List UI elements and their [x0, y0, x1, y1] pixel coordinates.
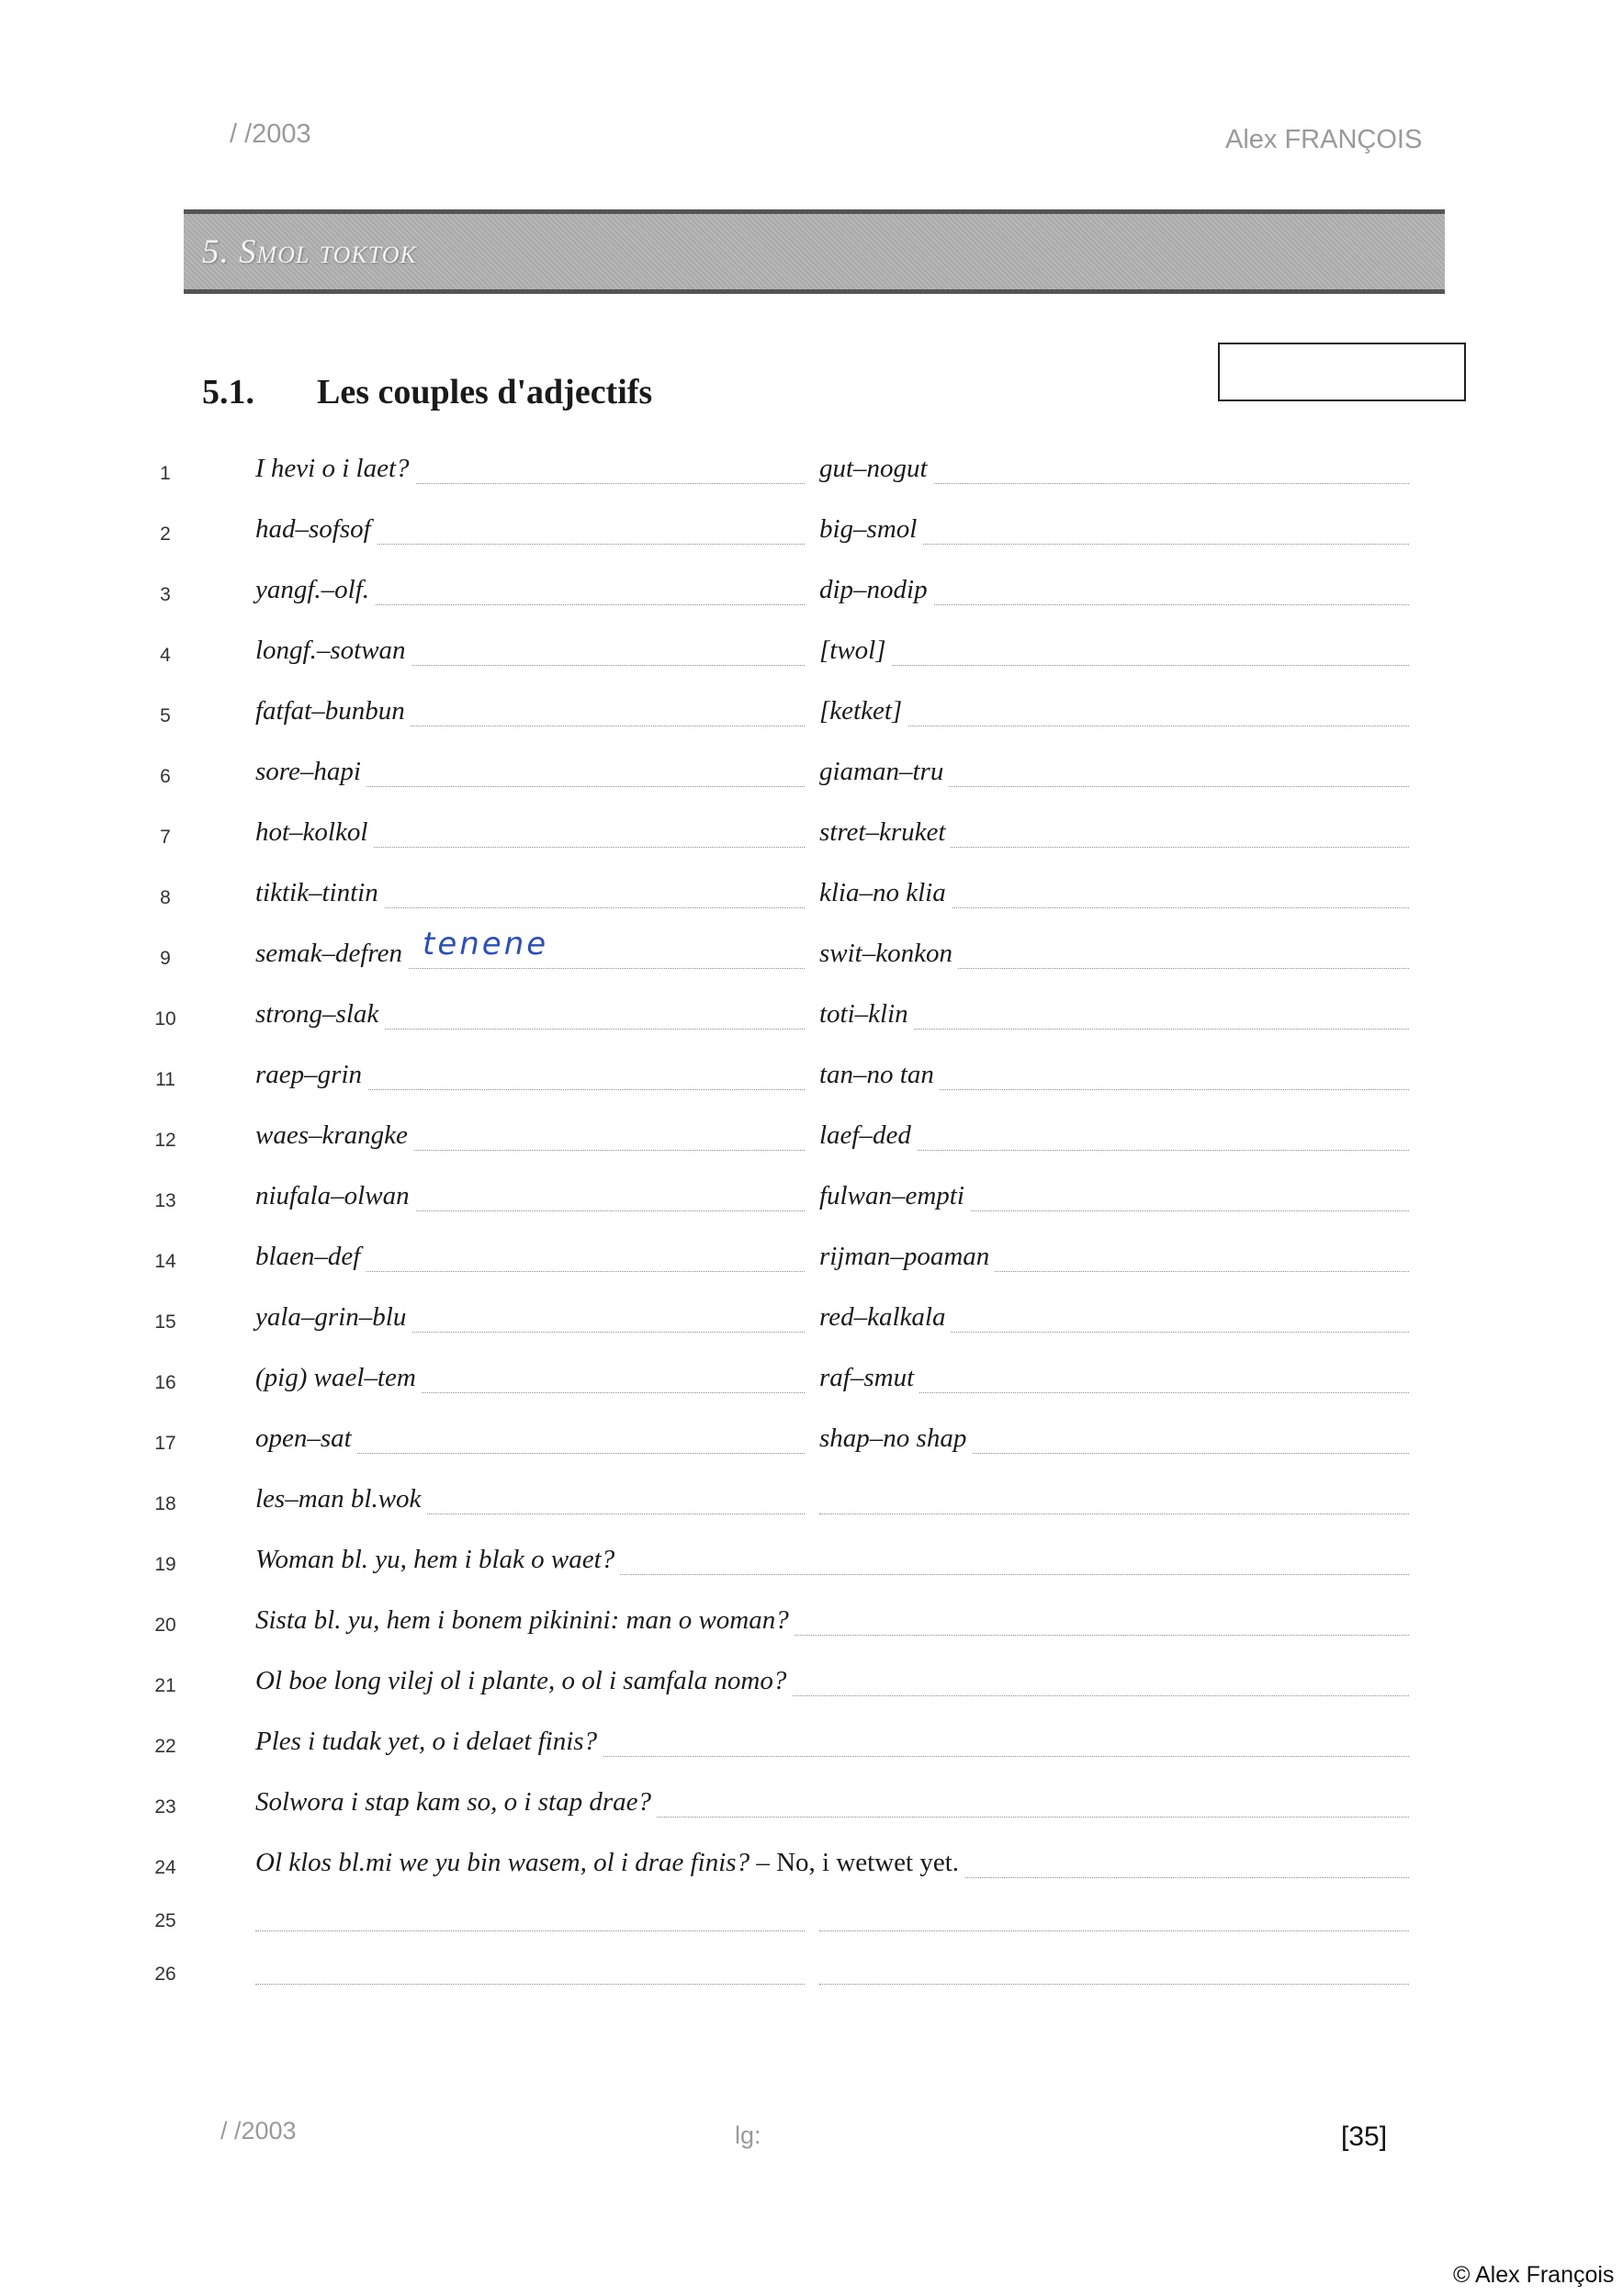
full-prompt: Ples i tudak yet, o i delaet finis?: [255, 1727, 603, 1757]
left-cell: [255, 1288, 805, 1348]
exercise-row: [0, 560, 1623, 621]
right-prompt: tan–no tan: [819, 1060, 940, 1090]
row-number: 3: [160, 584, 171, 605]
row-number: 8: [160, 887, 171, 908]
left-prompt: open–sat: [255, 1424, 357, 1454]
right-prompt: laef–ded: [819, 1120, 917, 1151]
left-cell: [255, 803, 805, 863]
exercise-row: [0, 1348, 1623, 1409]
exercise-row: [0, 1833, 1623, 1894]
right-prompt: dip–nodip: [819, 575, 933, 605]
exercise-row: [0, 1712, 1623, 1773]
full-cell: [255, 1651, 1409, 1712]
full-prompt: Ol klos bl.mi we yu bin wasem, ol i drae finis? – No, i wetwet yet.: [255, 1848, 964, 1878]
left-prompt: I hevi o i laet?: [255, 454, 415, 484]
left-prompt: longf.–sotwan: [255, 636, 411, 666]
left-cell: [255, 863, 805, 924]
footer-lg: lg:: [735, 2122, 761, 2149]
full-prompt: Solwora i stap kam so, o i stap drae?: [255, 1787, 657, 1818]
full-cell: [255, 1773, 1409, 1833]
answer-line[interactable]: [819, 665, 1409, 666]
blank-cell: [255, 1886, 805, 1947]
section-title: Les couples d'adjectifs: [317, 373, 653, 411]
row-number: 21: [154, 1675, 176, 1696]
right-prompt: [twol]: [819, 636, 892, 666]
exercise-row: [0, 500, 1623, 560]
right-prompt: big–smol: [819, 514, 922, 545]
exercise-row: [0, 1773, 1623, 1833]
exercise-row: [0, 863, 1623, 924]
left-cell: [255, 1227, 805, 1288]
chapter-title: 5. Smol toktok: [202, 233, 417, 271]
full-cell: [255, 1591, 1409, 1651]
right-cell: [819, 803, 1409, 863]
footer-date: / /2003: [220, 2117, 297, 2144]
section-number: 5.1.: [202, 373, 254, 411]
left-prompt: tiktik–tintin: [255, 878, 384, 908]
copyright: © Alex François: [1453, 2262, 1615, 2288]
exercise-row: [0, 1469, 1623, 1530]
exercise-row: [0, 681, 1623, 742]
exercise-row: [0, 803, 1623, 863]
left-prompt: had–sofsof: [255, 514, 377, 545]
right-cell: [819, 560, 1409, 621]
exercise-row: [0, 1045, 1623, 1106]
left-prompt: blaen–def: [255, 1242, 366, 1272]
right-cell: [819, 1227, 1409, 1288]
left-prompt: fatfat–bunbun: [255, 696, 411, 726]
row-number: 4: [160, 645, 171, 666]
row-number: 20: [154, 1615, 176, 1636]
row-number: 24: [154, 1857, 176, 1878]
exercise-row: [0, 985, 1623, 1045]
full-cell: [255, 1712, 1409, 1773]
left-prompt: sore–hapi: [255, 757, 366, 787]
left-cell: [255, 621, 805, 681]
right-cell: [819, 742, 1409, 803]
right-cell: [819, 1348, 1409, 1409]
row-number: 26: [154, 1964, 176, 1985]
left-prompt: raep–grin: [255, 1060, 367, 1090]
left-prompt: yangf.–olf.: [255, 575, 375, 605]
right-cell: [819, 863, 1409, 924]
right-cell: [819, 1409, 1409, 1469]
row-number: 22: [154, 1736, 176, 1757]
right-prompt: red–kalkala: [819, 1302, 951, 1333]
exercise-row: [0, 1227, 1623, 1288]
right-prompt: rijman–poaman: [819, 1242, 995, 1272]
exercise-row: [0, 1106, 1623, 1166]
right-cell: [819, 985, 1409, 1045]
row-number: 17: [154, 1433, 176, 1454]
left-cell: [255, 560, 805, 621]
right-prompt: klia–no klia: [819, 878, 952, 908]
page-number: [35]: [1341, 2122, 1388, 2152]
right-prompt: fulwan–empti: [819, 1181, 970, 1211]
row-number: 1: [160, 463, 171, 484]
exercise-row: [0, 924, 1623, 985]
exercise-row: [0, 439, 1623, 500]
left-prompt: niufala–olwan: [255, 1181, 415, 1211]
row-number: 12: [154, 1130, 176, 1151]
left-cell: [255, 742, 805, 803]
full-cell: [255, 1530, 1409, 1591]
row-number: 25: [154, 1910, 176, 1931]
full-prompt: Ol boe long vilej ol i plante, o ol i samfala nomo?: [255, 1666, 792, 1696]
right-cell: [819, 1166, 1409, 1227]
right-prompt: raf–smut: [819, 1363, 919, 1393]
right-prompt: toti–klin: [819, 999, 914, 1030]
exercise-row: [0, 1409, 1623, 1469]
right-cell: [819, 1045, 1409, 1106]
right-cell: [819, 500, 1409, 560]
left-prompt: yala–grin–blu: [255, 1302, 411, 1333]
right-prompt: shap–no shap: [819, 1424, 972, 1454]
left-cell: [255, 1469, 805, 1530]
left-cell: [255, 1348, 805, 1409]
answer-line[interactable]: [255, 1930, 805, 1931]
right-cell: [819, 681, 1409, 742]
right-cell: [819, 621, 1409, 681]
answer-line[interactable]: [819, 1984, 1409, 1985]
row-number: 14: [154, 1251, 176, 1272]
exercise-row: [0, 1288, 1623, 1348]
left-prompt: strong–slak: [255, 999, 384, 1030]
printed-answer: – No, i wetwet yet.: [750, 1848, 960, 1877]
exercise-row: [0, 621, 1623, 681]
left-cell: [255, 1045, 805, 1106]
chapter-banner: [184, 209, 1445, 294]
full-prompt: Woman bl. yu, hem i blak o waet?: [255, 1545, 620, 1575]
answer-line[interactable]: [255, 1984, 805, 1985]
left-prompt: semak–defren: [255, 939, 408, 969]
exercise-row: [0, 1940, 1623, 2000]
exercise-row: [0, 1651, 1623, 1712]
right-cell: [819, 1469, 1409, 1530]
exercise-row: [0, 1591, 1623, 1651]
row-number: 15: [154, 1311, 176, 1333]
exercise-row: [0, 742, 1623, 803]
row-number: 11: [155, 1069, 175, 1090]
full-prompt: Sista bl. yu, hem i bonem pikinini: man o woman?: [255, 1605, 795, 1636]
blank-cell: [819, 1886, 1409, 1947]
right-prompt: stret–kruket: [819, 817, 951, 848]
row-number: 10: [154, 1008, 176, 1030]
left-cell: [255, 681, 805, 742]
left-prompt: waes–krangke: [255, 1120, 413, 1151]
left-cell: [255, 439, 805, 500]
left-prompt: (pig) wael–tem: [255, 1363, 422, 1393]
row-number: 6: [160, 766, 171, 787]
left-cell: [255, 1409, 805, 1469]
exercise-row: [0, 1166, 1623, 1227]
handwritten-answer: tenene: [423, 926, 549, 962]
row-number: 16: [154, 1372, 176, 1393]
right-cell: [819, 1106, 1409, 1166]
right-prompt: giaman–tru: [819, 757, 949, 787]
blank-cell: [255, 1940, 805, 2000]
score-box[interactable]: [1218, 343, 1466, 401]
answer-line[interactable]: [819, 1930, 1409, 1931]
left-cell: [255, 1106, 805, 1166]
row-number: 9: [160, 948, 171, 969]
header-author: Alex FRANÇOIS: [1225, 125, 1423, 154]
left-prompt: hot–kolkol: [255, 817, 373, 848]
left-cell: [255, 500, 805, 560]
row-number: 2: [160, 523, 171, 545]
right-prompt: [ketket]: [819, 696, 907, 726]
blank-cell: [819, 1940, 1409, 2000]
row-number: 5: [160, 705, 171, 726]
row-number: 7: [160, 827, 171, 848]
row-number: 18: [154, 1493, 176, 1514]
right-cell: [819, 1288, 1409, 1348]
header-date: / /2003: [230, 119, 311, 149]
row-number: 23: [154, 1796, 176, 1818]
row-number: 19: [154, 1554, 176, 1575]
exercise-row: [0, 1530, 1623, 1591]
right-prompt: swit–konkon: [819, 939, 958, 969]
full-cell: [255, 1833, 1409, 1894]
right-prompt: gut–nogut: [819, 454, 933, 484]
right-cell: [819, 924, 1409, 985]
left-cell: [255, 1166, 805, 1227]
exercise-row: [0, 1886, 1623, 1947]
right-cell: [819, 439, 1409, 500]
left-cell: [255, 985, 805, 1045]
left-prompt: les–man bl.wok: [255, 1484, 426, 1514]
row-number: 13: [154, 1190, 176, 1211]
